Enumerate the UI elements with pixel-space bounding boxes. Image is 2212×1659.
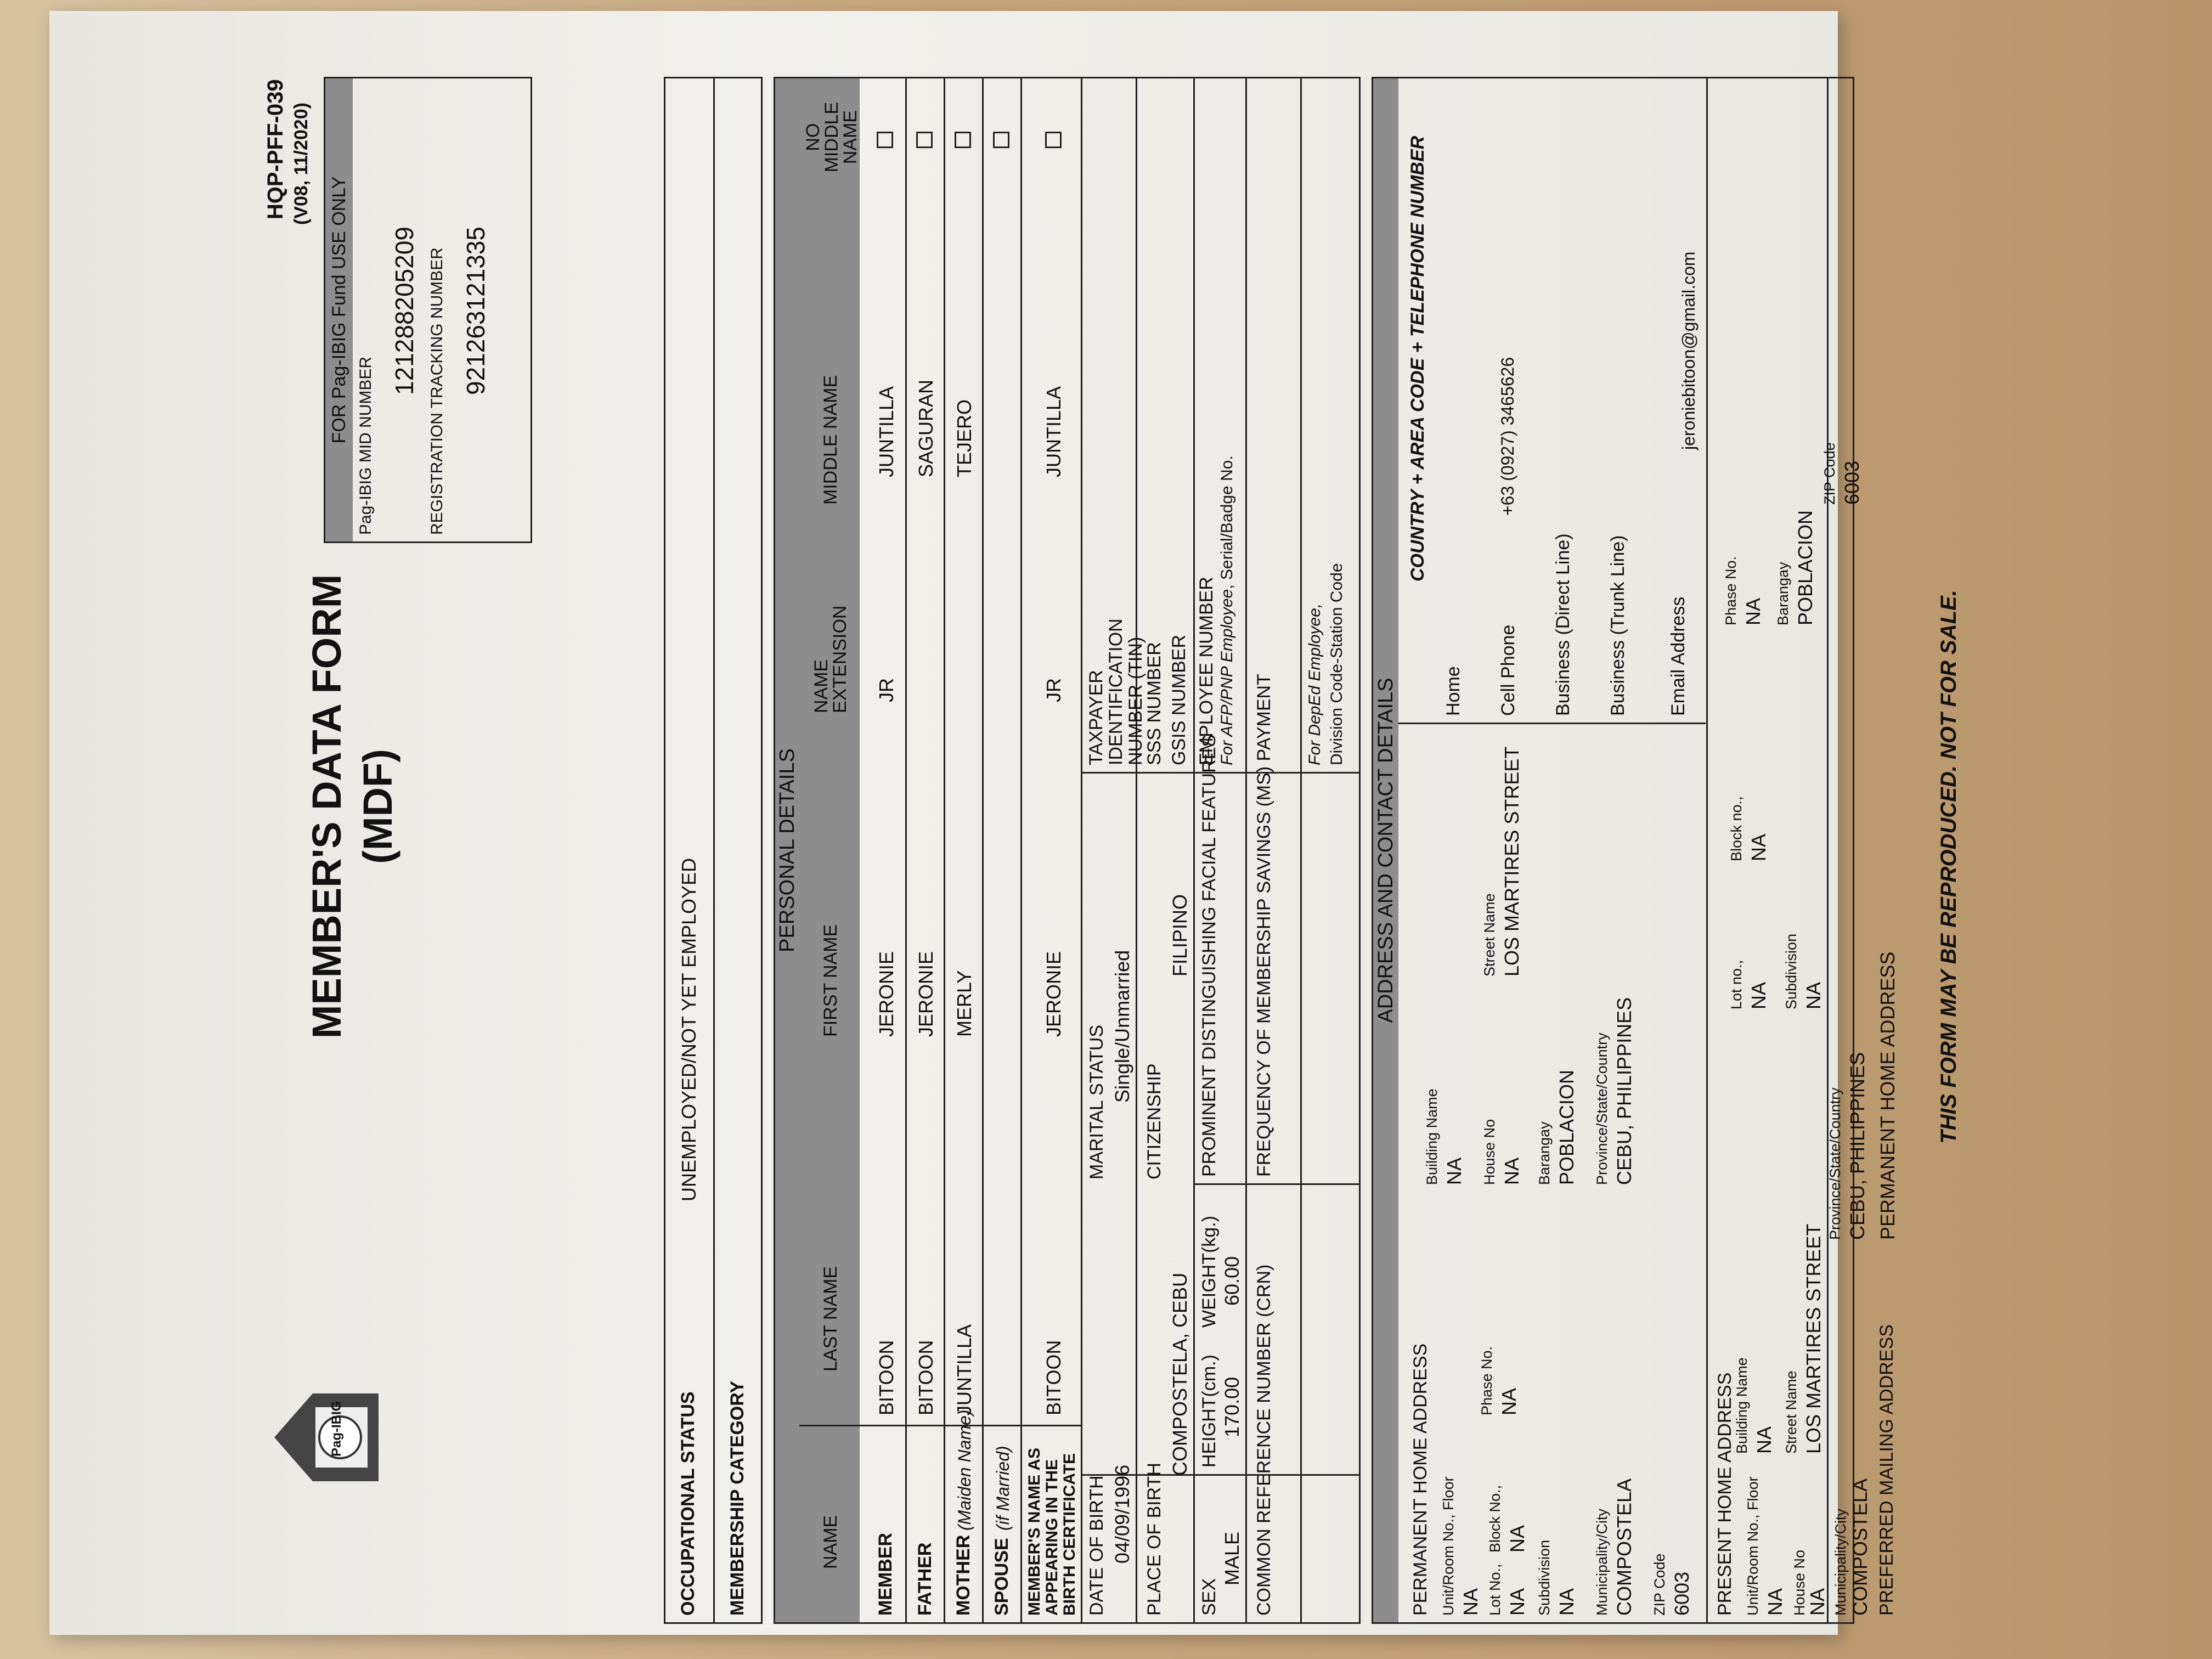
spouse-no-middle-checkbox[interactable] bbox=[993, 132, 1009, 148]
employee-number-note bbox=[1218, 455, 1237, 765]
row-birth-cert-label: MEMBER'S NAME AS APPEARING IN THE BIRTH CERTIFICATE bbox=[1025, 1447, 1079, 1616]
cell-phone-label: Cell Phone bbox=[1498, 624, 1519, 716]
perm-unit-label: Unit/Room No., Floor bbox=[1440, 1476, 1457, 1616]
personal-details-heading: PERSONAL DETAILS bbox=[775, 78, 799, 1622]
perm-house: NA bbox=[1500, 1157, 1523, 1185]
pres-phase-label: Phase No. bbox=[1723, 556, 1739, 625]
members-data-form bbox=[181, 77, 1961, 1657]
business-trunk-label: Business (Trunk Line) bbox=[1607, 535, 1628, 716]
bc-no-middle-checkbox[interactable] bbox=[1045, 132, 1062, 148]
bc-name-ext: JR bbox=[1042, 678, 1065, 702]
perm-street-label: Street Name bbox=[1481, 893, 1498, 977]
pres-barangay-label: Barangay bbox=[1775, 562, 1791, 625]
name-columns-header bbox=[799, 78, 860, 1622]
email-label: Email Address bbox=[1668, 596, 1689, 716]
perm-zip-label: ZIP Code bbox=[1651, 1553, 1668, 1616]
permanent-address-heading: PERMANENT HOME ADDRESS bbox=[1410, 1343, 1431, 1616]
weight-label: WEIGHT(kg.) bbox=[1199, 1216, 1220, 1328]
perm-province: CEBU, PHILIPPINES bbox=[1613, 997, 1635, 1185]
dob-label: DATE OF BIRTH bbox=[1086, 1475, 1107, 1616]
perm-block: NA bbox=[1506, 1525, 1528, 1553]
gsis-label: GSIS NUMBER bbox=[1169, 634, 1189, 765]
sex-value: MALE bbox=[1221, 1531, 1243, 1585]
home-phone-label: Home bbox=[1443, 666, 1464, 716]
ms-payment-label: FREQUENCY OF MEMBERSHIP SAVINGS (MS) PAYMENT bbox=[1254, 674, 1274, 1177]
perm-subdivision-label: Subdivision bbox=[1536, 1539, 1553, 1616]
member-first-name: JERONIE bbox=[875, 951, 898, 1037]
perm-municipality-label: Municipality/City bbox=[1594, 1508, 1610, 1616]
perm-barangay-label: Barangay bbox=[1536, 1121, 1553, 1185]
father-no-middle-checkbox[interactable] bbox=[916, 132, 933, 148]
pres-unit-label: Unit/Room No., Floor bbox=[1745, 1476, 1761, 1616]
pres-building: NA bbox=[1753, 1426, 1775, 1454]
member-middle-name: JUNTILLA bbox=[875, 386, 898, 477]
pob-label: PLACE OF BIRTH bbox=[1144, 1463, 1165, 1616]
pres-building-label: Building Name bbox=[1734, 1357, 1750, 1454]
pres-province: CEBU, PHILIPPINES bbox=[1846, 1052, 1869, 1240]
pres-barangay: POBLACION bbox=[1794, 510, 1816, 625]
col-name: NAME bbox=[820, 1515, 841, 1569]
citizenship-value: FILIPINO bbox=[1169, 894, 1191, 977]
occupational-status-label: OCCUPATIONAL STATUS bbox=[678, 1391, 698, 1616]
bc-last-name: BITOON bbox=[1042, 1340, 1065, 1415]
facial-features-label: PROMINENT DISTINGUISHING FACIAL FEATURES bbox=[1199, 734, 1220, 1177]
bc-middle-name: JUNTILLA bbox=[1042, 386, 1065, 477]
email-value: jeroniebitoon@gmail.com bbox=[1679, 251, 1699, 450]
member-no-middle-checkbox[interactable] bbox=[877, 132, 893, 148]
pres-street-label: Street Name bbox=[1783, 1370, 1799, 1454]
pres-house: NA bbox=[1806, 1588, 1829, 1616]
pres-phase: NA bbox=[1742, 597, 1764, 625]
row-mother-note: (Maiden Name) bbox=[955, 1409, 974, 1531]
perm-street: LOS MARTIRES STREET bbox=[1500, 746, 1523, 977]
sss-label: SSS NUMBER bbox=[1144, 642, 1165, 765]
perm-house-label: House No bbox=[1481, 1119, 1498, 1185]
preferred-mailing-label: PREFERRED MAILING ADDRESS bbox=[1876, 1324, 1897, 1616]
perm-building: NA bbox=[1443, 1157, 1465, 1185]
title-line-2: (MDF) bbox=[354, 749, 400, 864]
height-value: 170.00 bbox=[1221, 1376, 1243, 1437]
perm-unit: NA bbox=[1459, 1588, 1482, 1616]
form-version: (V08, 11/2020) bbox=[291, 102, 312, 225]
bc-first-name: JERONIE bbox=[1042, 951, 1065, 1037]
afp-pnp-note: For AFP/PNP Employee bbox=[1218, 589, 1236, 765]
rtn-value: 921263121335 bbox=[461, 227, 490, 395]
perm-zip: 6003 bbox=[1671, 1571, 1693, 1616]
row-spouse-label: SPOUSE bbox=[991, 1538, 1012, 1616]
mother-first-name: MERLY bbox=[953, 970, 975, 1037]
logo-text: Pag-IBIG bbox=[329, 1401, 344, 1457]
form-code: HQP-PFF-039 bbox=[263, 79, 287, 219]
mother-last-name: JUNTILLA bbox=[953, 1324, 975, 1415]
pres-subdivision-label: Subdivision bbox=[1783, 933, 1799, 1009]
member-last-name: BITOON bbox=[875, 1340, 898, 1415]
pres-block-label: Block no., bbox=[1728, 796, 1745, 861]
col-first-name: FIRST NAME bbox=[820, 924, 841, 1037]
business-direct-label: Business (Direct Line) bbox=[1553, 533, 1573, 716]
pres-province-label: Province/State/Country bbox=[1827, 1087, 1843, 1240]
row-member-label: MEMBER bbox=[875, 1532, 896, 1616]
col-middle-name: MIDDLE NAME bbox=[820, 375, 841, 505]
address-heading: ADDRESS AND CONTACT DETAILS bbox=[1373, 78, 1398, 1622]
deped-division-note: Division Code-Station Code bbox=[1328, 563, 1346, 765]
member-name-ext: JR bbox=[875, 678, 898, 702]
father-last-name: BITOON bbox=[915, 1340, 937, 1415]
sex-label: SEX bbox=[1199, 1578, 1220, 1616]
col-last-name: LAST NAME bbox=[820, 1266, 841, 1372]
perm-block-label: Block No., bbox=[1487, 1485, 1503, 1553]
form-footer: THIS FORM MAY BE REPRODUCED. NOT FOR SALE. bbox=[1937, 590, 1961, 1144]
pres-street: LOS MARTIRES STREET bbox=[1802, 1223, 1825, 1454]
employee-number-label: EMPLOYEE NUMBER bbox=[1196, 577, 1217, 765]
father-first-name: JERONIE bbox=[915, 951, 937, 1037]
paper-sheet bbox=[49, 11, 1961, 1635]
col-no-middle-name: NO MIDDLE NAME bbox=[803, 101, 861, 173]
col-name-extension: NAME EXTENSION bbox=[811, 605, 850, 713]
membership-category-label: MEMBERSHIP CATEGORY bbox=[727, 1380, 748, 1616]
pres-unit: NA bbox=[1764, 1588, 1786, 1616]
height-label: HEIGHT(cm.) bbox=[1199, 1355, 1220, 1468]
pres-lot: NA bbox=[1747, 981, 1770, 1009]
perm-lot: NA bbox=[1506, 1588, 1528, 1616]
citizenship-label: CITIZENSHIP bbox=[1144, 1063, 1165, 1180]
cell-phone: +63 (0927) 3465626 bbox=[1498, 357, 1517, 516]
pres-subdivision: NA bbox=[1802, 981, 1825, 1009]
perm-lot-label: Lot No., bbox=[1487, 1564, 1503, 1616]
perm-province-label: Province/State/Country bbox=[1594, 1032, 1610, 1185]
crn-label: COMMON REFERENCE NUMBER (CRN) bbox=[1254, 1264, 1274, 1616]
form-title bbox=[302, 505, 403, 1108]
pagibig-logo bbox=[269, 1383, 384, 1492]
contact-heading: COUNTRY + AREA CODE + TELEPHONE NUMBER bbox=[1407, 136, 1428, 582]
pres-municipality: COMPOSTELA bbox=[1849, 1478, 1871, 1616]
row-mother-label: MOTHER bbox=[953, 1534, 974, 1616]
perm-phase: NA bbox=[1498, 1387, 1520, 1415]
mid-label: Pag-IBIG MID NUMBER bbox=[357, 356, 375, 535]
title-line-1: MEMBER'S DATA FORM bbox=[304, 574, 349, 1039]
preferred-mailing-value: PERMANENT HOME ADDRESS bbox=[1876, 951, 1899, 1240]
father-middle-name: SAGURAN bbox=[915, 379, 937, 477]
rtn-label: REGISTRATION TRACKING NUMBER bbox=[428, 247, 446, 535]
tin-label: TAXPAYER IDENTIFICATION NUMBER (TIN) bbox=[1086, 618, 1146, 765]
address-contact-box bbox=[1372, 77, 1854, 1624]
pres-zip: 6003 bbox=[1841, 460, 1863, 505]
fund-use-heading: FOR Pag-IBIG Fund USE ONLY bbox=[325, 78, 353, 541]
deped-note: For DepEd Employee, bbox=[1306, 603, 1324, 765]
row-spouse-note: (if Married) bbox=[993, 1446, 1013, 1531]
pres-municipality-label: Municipality/City bbox=[1832, 1508, 1849, 1616]
perm-phase-label: Phase No. bbox=[1479, 1346, 1495, 1415]
perm-municipality: COMPOSTELA bbox=[1613, 1478, 1635, 1616]
perm-subdivision: NA bbox=[1555, 1588, 1578, 1616]
marital-status-value: Single/Unmarried bbox=[1111, 950, 1133, 1103]
pob-value: COMPOSTELA, CEBU bbox=[1169, 1272, 1191, 1476]
mid-value: 121288205209 bbox=[390, 227, 419, 395]
row-father-label: FATHER bbox=[915, 1542, 935, 1616]
occupational-status-value: UNEMPLOYED/NOT YET EMPLOYED bbox=[678, 857, 700, 1201]
perm-barangay: POBLACION bbox=[1555, 1069, 1578, 1185]
present-address-heading: PRESENT HOME ADDRESS bbox=[1714, 1372, 1735, 1616]
marital-status-label: MARITAL STATUS bbox=[1086, 1024, 1107, 1180]
pres-zip-label: ZIP Code bbox=[1821, 442, 1838, 505]
pres-block: NA bbox=[1747, 833, 1770, 861]
pres-house-label: House No bbox=[1791, 1549, 1808, 1616]
pres-lot-label: Lot no., bbox=[1728, 960, 1745, 1009]
mother-middle-name: TEJERO bbox=[953, 399, 975, 477]
serial-badge-note: , Serial/Badge No. bbox=[1218, 455, 1236, 589]
dob-value: 04/09/1996 bbox=[1111, 1464, 1133, 1564]
mother-no-middle-checkbox[interactable] bbox=[955, 132, 971, 148]
weight-value: 60.00 bbox=[1221, 1256, 1243, 1306]
perm-building-label: Building Name bbox=[1424, 1088, 1440, 1185]
